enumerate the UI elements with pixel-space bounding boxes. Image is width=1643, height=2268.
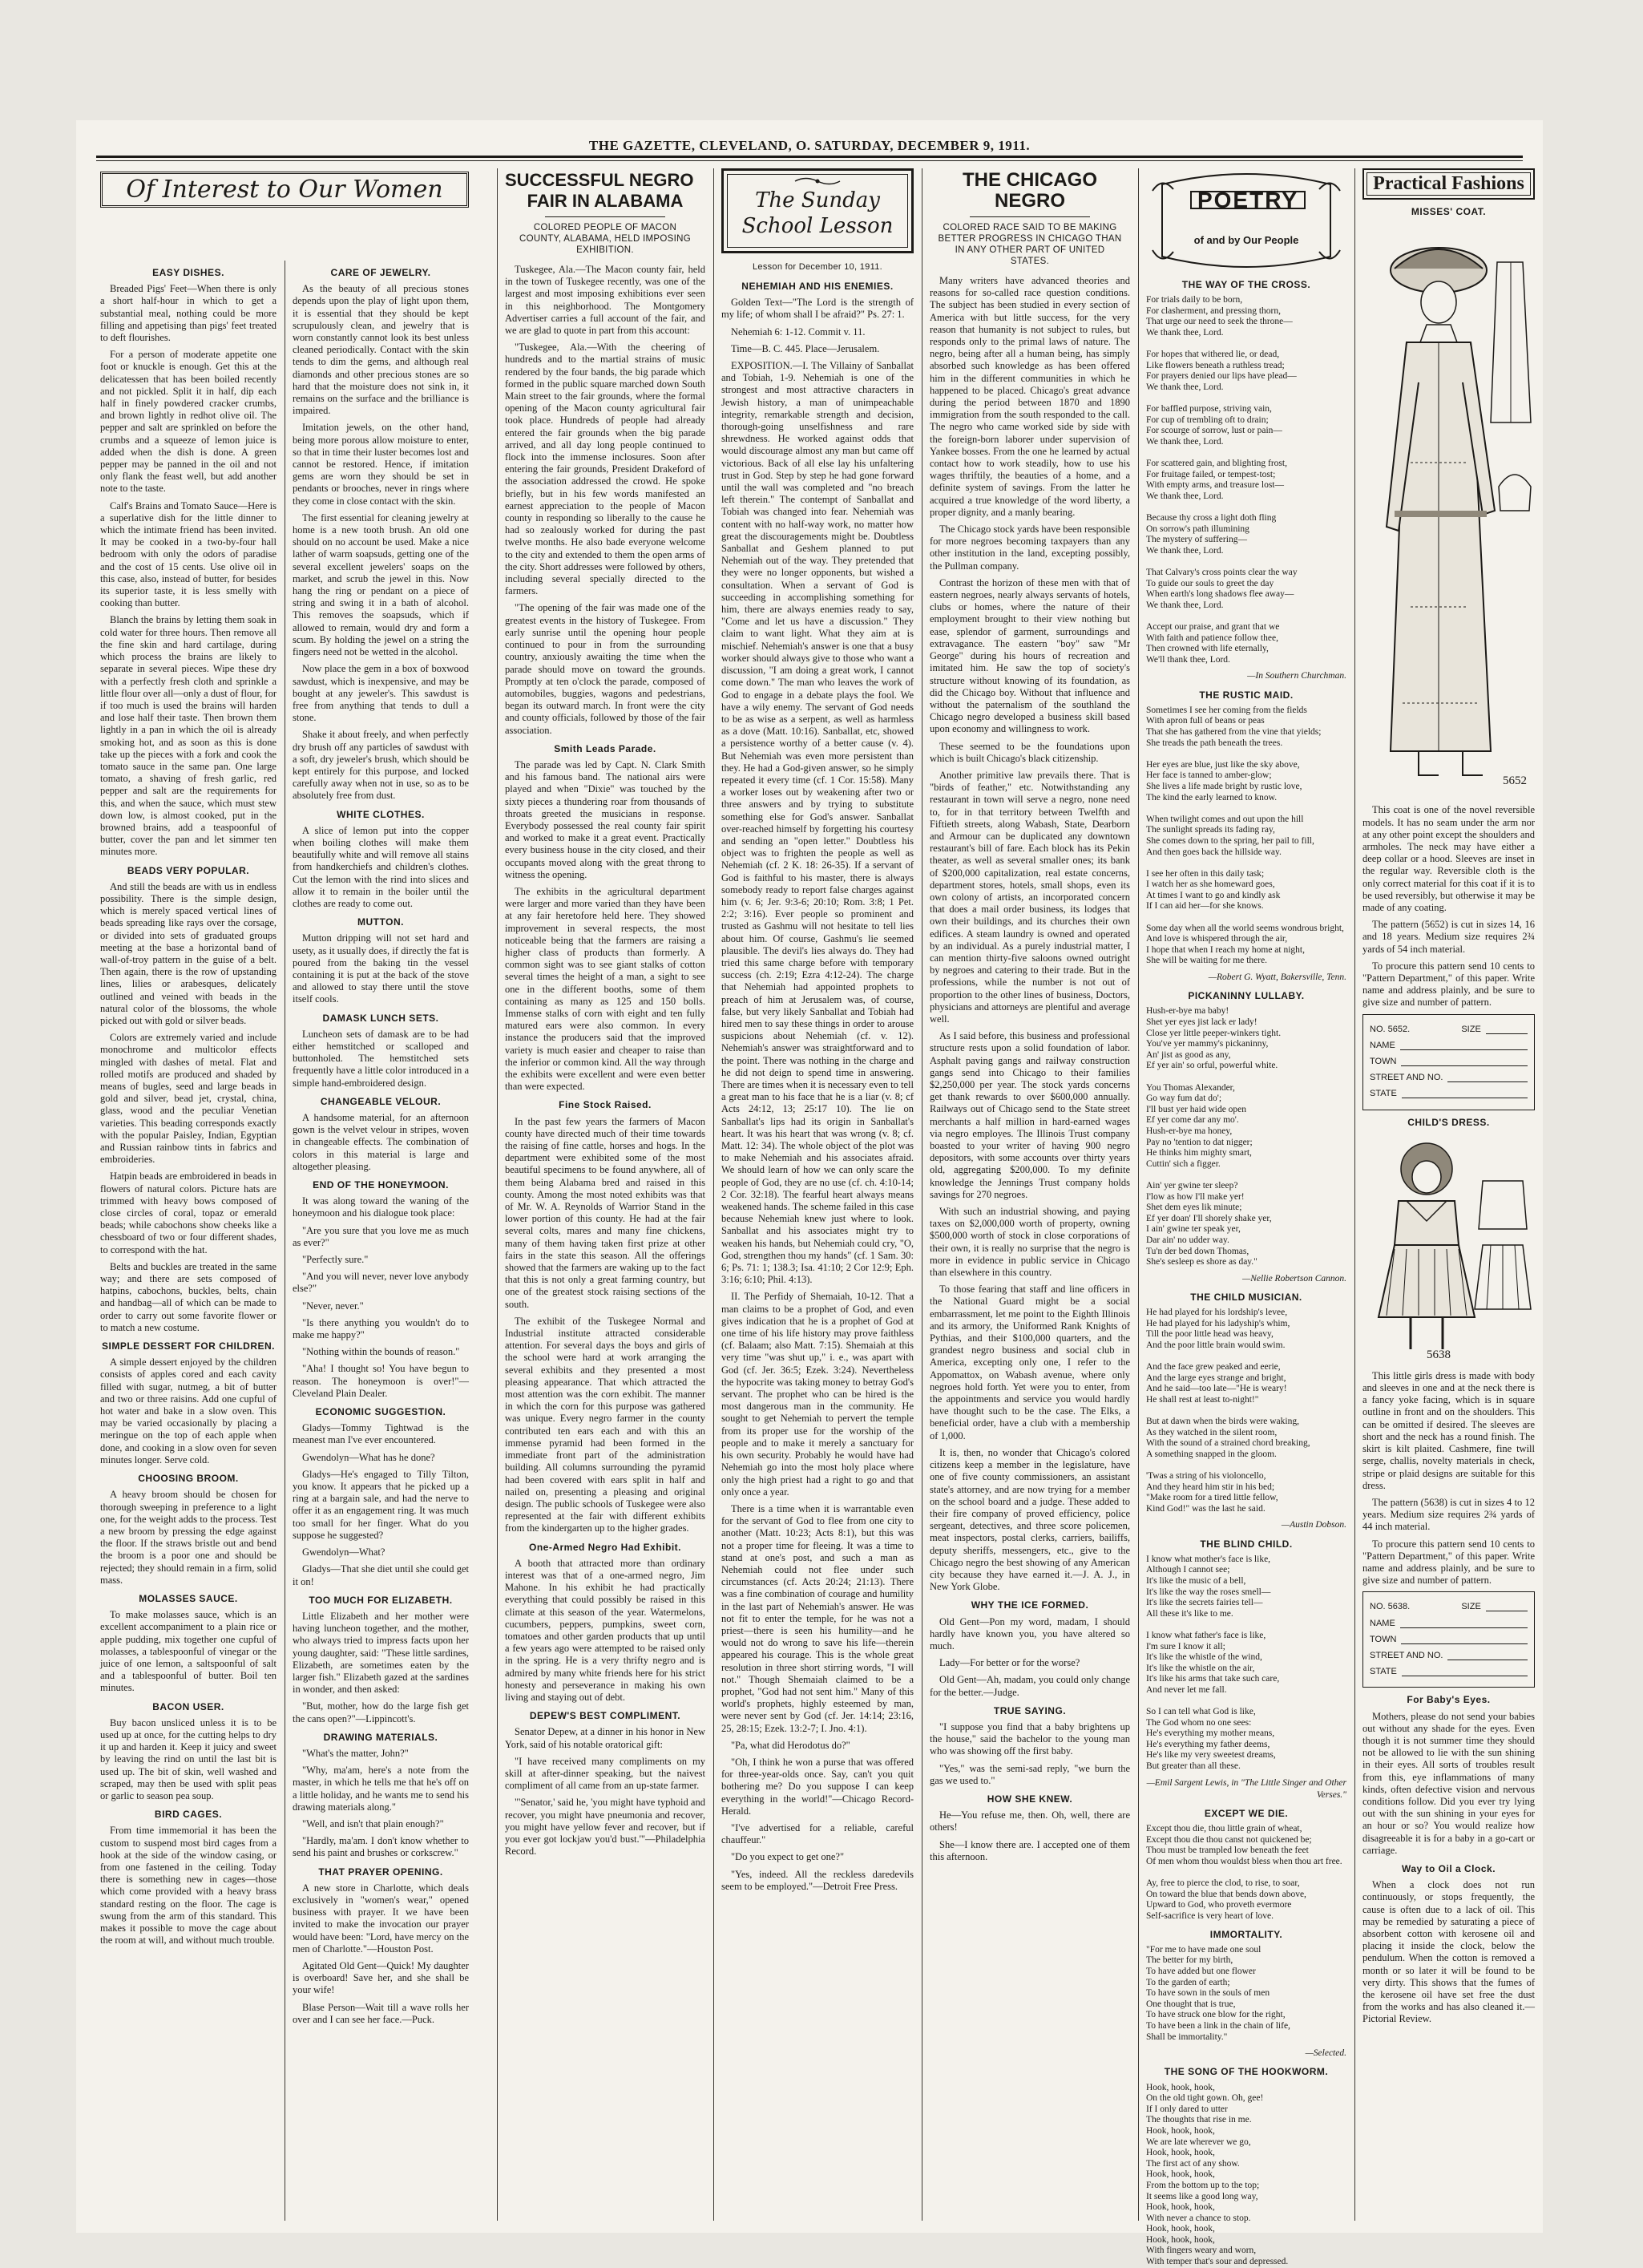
- paragraph: Mothers, please do not send your babies out without any shade for the eyes. Even though it is not summer time they should not be allowed to lie with the sun shining in their eyes. All sorts of troubles result from this, eye inflammations of many kinds, often defective vision and nervous conditions follow. Did you ever try lying out with the sun shining in your eyes for an hour or so? You would realize how disagreeable it is for a baby in a go-cart or carriage.: [1362, 1710, 1535, 1856]
- fair-article-body: [505, 264, 705, 1858]
- section-heading: BEADS VERY POPULAR.: [127, 864, 250, 876]
- paragraph: "'Senator,' said he, 'you might have typhoid and recover, you might have pneumonia and recover, you might have yellow fever and recover, but if you ever got lockjaw you'd bust.'"—Philadelphia Record.: [505, 1797, 705, 1858]
- paragraph: "I have received many compliments on my skill at after-dinner speaking, but the naivest compliment of all came from an up-state farmer.: [505, 1755, 705, 1792]
- paragraph: Blanch the brains by letting them soak in cold water for three hours. Then remove all the fine skin and hard cartilage, during which process the brains are likely to separate in several pieces. Wipe these dry with a perfectly fresh cloth and sprinkle a little flour over all—only a dust of flour, for if too much is used the brains will harden and lose half their taste. Then brown them lightly in a pan in which the oil is already smoking hot, and as soon as this is done take up the pieces with a fork and cook the tomato sauce in the same pan. One large tomato, a shaving of fresh garlic, red pepper and salt are the requirements for this, and when the sauce, which must stew down low, is almost cooked, put in the browned brains, add a teaspoonful of butter, cover the pan and let simmer ten minutes more.: [100, 614, 277, 858]
- paragraph: Lady—For better or for the worse?: [939, 1657, 1080, 1669]
- section-heading: BIRD CAGES.: [154, 1809, 223, 1821]
- paragraph: With such an industrial showing, and paying taxes on $2,000,000 worth of property, owning $500,000 worth of stock in close corporations of their own, it is really no surprise that the negro is more in evidence in public service in Chicago than elsewhere in this country.: [930, 1206, 1130, 1279]
- paragraph: Buy bacon unsliced unless it is to be used up at once, for the cutting helps to dry it up and harden it. Keep it juicy and sweet by leaving the rind on until the last bit is used up. The bit of skin, well washed and scraped, may then be used with split peas or garlic to season pea soup.: [100, 1716, 277, 1801]
- column-7: [1362, 168, 1535, 2221]
- paragraph: "But, mother, how do the large fish get the cans open?"—Lippincott's.: [293, 1700, 469, 1724]
- paragraph: "Hardly, ma'am. I don't know whether to send his paint and brushes or corkscrew.": [293, 1835, 469, 1859]
- section-subhead: One-Armed Negro Had Exhibit.: [528, 1541, 682, 1553]
- poem-attribution: —Nellie Robertson Cannon.: [1241, 1273, 1346, 1284]
- paragraph: "Yes, indeed. All the reckless daredevils seem to be employed."—Detroit Free Press.: [721, 1868, 914, 1892]
- poem-title: IMMORTALITY.: [1209, 1928, 1283, 1940]
- paragraph: Calf's Brains and Tomato Sauce—Here is a superlative dish for the little dinner to which the intimate friend has been invited. It may be cooked in a two-by-four hall bedroom with only the odors of paradise and the cost of 15 cents. Use olive oil in this case, also, instead of butter, for besides its superior taste, it is less smelly with cooking than butter.: [100, 499, 277, 609]
- column-divider: [1354, 168, 1355, 2221]
- paragraph: Little Elizabeth and her mother were having luncheon together, and the mother, who always tried to impress facts upon her young daughter, said: "These little sardines, Elizabeth, are sometimes eaten by the larger fish." Elizabeth gazed at the sardines in wonder, and then asked:: [293, 1610, 469, 1696]
- paragraph: And still the beads are with us in endless possibility. There is the simple design, which is merely spaced vertical lines of beads spreading like rays over the corsage, or divided into sets of graduated groups meeting at the base a horizontal band of wall-of-troy pattern in the guise of a belt. Then again, there is the row of upstanding lines, lilies or arabesques, delicately outlined and veined with beads in the natural color of the blossoms, the whole picked out with gold or silver beads.: [100, 880, 277, 1026]
- poem-attribution: —Robert G. Wyatt, Bakersville, Tenn.: [1208, 972, 1346, 983]
- dress-illustration: [1362, 1133, 1535, 1365]
- dress-heading: CHILD'S DRESS.: [1407, 1116, 1490, 1128]
- section-heading: TOO MUCH FOR ELIZABETH.: [309, 1594, 453, 1606]
- section-heading: TRUE SAYING.: [993, 1704, 1067, 1716]
- paragraph: Colors are extremely varied and include monochrome and multicolor effects mingled with dashes of metal. Flat and rolled motifs are produced and shaded by means of bugles, seed and large beads in gold and silver, bead jet, crystal, china, glass, wood and the peculiar Venetian varieties. This beading corresponds exactly with the popular Paisley, Indian, Egyptian and Russian rainbow tints in fabrics and embroideries.: [100, 1032, 277, 1166]
- section-subhead: Smith Leads Parade.: [554, 742, 656, 754]
- paragraph: Time—B. C. 445. Place—Jerusalem.: [731, 342, 880, 354]
- paragraph: There is a time when it is warrantable even for the servant of God to flee from one city to another (Matt. 10:23; Acts 8:1), but this was not a proper time for fleeing. It was a time to stand at one's post, and such a man as Nehemiah could not flee under such circumstances (cf. Acts 20:24; 21:13). There was a fine combination of courage and humility in the last part of Nehemiah's answer. He was not fit to enter the temple, for he was not a priest—there is seen his humility—and he would not do wrong to save his life—therein appeared his courage. This is the whole great resolution in three short stirring words, "I will not." Though Shemaiah claimed to be a prophet, "God had not sent him." Many of this world's prophets, highly esteemed by man, were never sent by God (cf. Jer. 14:14; 23:16, 25, 28:15; Ezek. 13:2-7; I. Jno. 4:1).: [721, 1502, 914, 1734]
- dress-description: [1362, 1370, 1535, 1587]
- poetry-body: [1146, 279, 1346, 2268]
- form-street-label: STREET AND NO.: [1370, 1650, 1443, 1660]
- paragraph: The first essential for cleaning jewelry at home is a new tooth brush. An old one should on no account be used. Make a nice lather of warm soapsuds, getting one of the several excellent jewelers' soaps on the market, and scrub the jewel in this. Now hang the ring or pendant on a piece of string and swing it in a bath of alcohol. This removes the soapsuds, which if allowed to remain, would dry and form a scum. By holding the jewel on a string the fingers need not be wetted in the alcohol.: [293, 511, 469, 658]
- section-heading: ECONOMIC SUGGESTION.: [315, 1406, 446, 1418]
- poem-text: For trials daily to be born, For clasherment, and pressing thorn, That urge our need to seek the throne— We thank thee, Lord. For hopes that withered lie, or dead, Like flowers beneath a ruthless tread; For prayers denied our lips have plead— We thank thee, Lord. For baffled purpose, striving vain, For cup of trembling oft to drain; For scourge of sorrow, lust or pain— We thank thee, Lord. For scattered gain, and blighting frost, For fruitage failed, or tempest-tost; With empty arms, and treasure lost— We thank thee, Lord. Because thy cross a light doth fling On sorrow's path illumining The mystery of suffering— We thank thee, Lord. That Calvary's cross points clear the way To guide our souls to greet the day When earth's long shadows flee away— We thank thee, Lord. Accept our praise, and grant that we With faith and patience follow thee, Then crowned with life eternally, We'll thank thee, Lord.: [1146, 295, 1298, 665]
- section-heading: MUTTON.: [357, 916, 404, 928]
- paragraph: A new store in Charlotte, which deals exclusively in "women's wear," opened business with prayer. It we have been invited to make the invocation our prayer would have been: "Lord, have mercy on the men of Charlotte."—Houston Post.: [293, 1882, 469, 1955]
- paragraph: Another primitive law prevails there. That is "birds of feather," etc. Notwithstanding any restaurant in town will serve a negro, none need to, for in that territory between Twelfth and Fiftieth streets, along Wabash, State, Dearborn and Armour can be duplicated any downtown restaurant's bill of fare. Each block has its Pekin theater, as well as several smaller ones; its bank of $200,000 capitalization, real estate concerns, department stores, hotels, small shops, even its own colony of artists, an incorporated concern that does a mail order business, its lodges that own their buildings, and its churches their own edifices. A steam laundry is owned and operated by an individual. As a purely industrial matter, I can mention thirty-five saloons owned outright by negroes and catering to their trade. But in the professions, while the number is not out of proportion to the other lines of business, Doctors, physicians and attorneys are plentiful and average well.: [930, 769, 1130, 1025]
- form-size-label: SIZE: [1461, 1024, 1481, 1034]
- fair-headline-2: FAIR IN ALABAMA: [527, 191, 684, 211]
- lesson-body: [721, 297, 914, 1893]
- paragraph: When a clock does not run continuously, or stops frequently, the cause is often due to a lack of oil. This may be remedied by saturating a piece of absorbent cotton with kerosene oil and placing it inside the clock, below the pendulum. When the cotton is removed a month or so later it will be found to be very dirty. This shows that the fumes of the kerosene oil have set free the dust from the works and has also cleaned it.—Pictorial Review.: [1362, 1879, 1535, 2025]
- paragraph: "Why, ma'am, here's a note from the master, in which he tells me that he's off on a little holiday, and he wants me to send his drawing materials along.": [293, 1765, 469, 1813]
- paragraph: He—You refuse me, then. Oh, well, there are others!: [930, 1809, 1130, 1833]
- coat-illustration: [1362, 222, 1535, 799]
- paragraph: Belts and buckles are treated in the same way; and there are sets composed of hatpins, cabochons, buckles, belts, chain and handbag—all of which can be made to order to carry out some favorite flower or to match a new costume.: [100, 1260, 277, 1333]
- section-heading: Way to Oil a Clock.: [1401, 1862, 1496, 1874]
- paragraph: Gwendolyn—What?: [302, 1546, 386, 1558]
- headline-rule: [970, 216, 1090, 217]
- paragraph: Nehemiah 6: 1-12. Commit v. 11.: [731, 325, 866, 338]
- paragraph: Contrast the horizon of these men with that of eastern negroes, nearly always servants of hotels, clubs or homes, where the nature of their employment brought to their view nothing but ease, splendor of garment, surroundings and extravagance. The eastern "boy" saw "Mr George" during his hours of recreation and imitated him. He saw the top of society's structure without knowing of its foundation, as did the Chicago boy. Without that influence and without the paternalism of the southland the Chicago negro developed a business skill based upon economy and willingness to work.: [930, 576, 1130, 735]
- column-3: [505, 168, 705, 2221]
- section-heading: WHY THE ICE FORMED.: [971, 1599, 1089, 1611]
- paragraph: To make molasses sauce, which is an excellent accompaniment to a plain rice or apple pudding, mix together one cupful of molasses, a tablespoonful of vinegar or the juice of one lemon, a saltspoonful of salt and a tablespoonful of butter. Boil ten minutes.: [100, 1609, 277, 1694]
- paragraph: Gladys—Tommy Tightwad is the meanest man I've ever encountered.: [293, 1422, 469, 1446]
- form-town-label: TOWN: [1370, 1057, 1397, 1067]
- poem-text: Except thou die, thou little grain of wheat, Except thou die thou canst not quickened be; Thou must be trampled low beneath the feet Of men whom thou wouldst bless when thou art free. Ay, free to pierce the clod, to rise, to soar, On toward the blue that bends down above, Upward to God, who proveth evermore Self-sacrifice is very heart of love.: [1146, 1824, 1342, 1922]
- paragraph: A slice of lemon put into the copper when boiling clothes will make them beautifully white and will remove all stains from handkerchiefs and children's clothes. Cut the lemon with the rind into slices and allow it to remain in the boiler until the clothes are ready to come out.: [293, 824, 469, 909]
- poem-text: Hush-er-bye ma baby! Shet yer eyes jist lack er lady! Close yer little peeper-winkers tight. You've yer mammy's pickaninny, An' jist as good as any, Ef yer ain' so orful, powerful white. You Thomas Alexander, Go way fum dat do'; I'll bust yer haid wide open Ef yer come dar any mo'. Hush-er-bye ma honey, Pay no 'tention to dat nigger; He thinks him mighty smart, Cuttin' sich a figger. Ain' yer gwine ter sleep? I'low as how I'll make yer! Shet dem eyes lik minute; Ef yer doan' I'll shorely shake yer, I ain' gwine ter speak yer, Dar ain' no udder way. Tu'n der bed down Thomas, She's sesleep es shore as day.": [1146, 1006, 1282, 1267]
- column-4: [721, 168, 914, 2221]
- fashions-header: Practical Fashions: [1366, 172, 1531, 196]
- section-heading: CHANGEABLE VELOUR.: [320, 1095, 442, 1107]
- coat-heading: MISSES' COAT.: [1411, 206, 1487, 218]
- paragraph: A booth that attracted more than ordinary interest was that of a one-armed negro, Jim Mahone. In his exhibit he had practically everything that could possibly be raised in this climate at this season of the year. Watermelons, cucumbers, peppers, pumpkins, sweet corn, tomatoes and other garden products that up until a few years ago were attempted to be raised only in the spring. He is a very thrifty negro and is admired by many white friends here for his strict honesty and perseverance in making his own living and staying out of debt.: [505, 1557, 705, 1703]
- poem-text: He had played for his lordship's levee, He had played for his ladyship's whim, Till the poor little head was heavy, And the poor little brain would swim. And the face grew peaked and eerie, And the large eyes strange and bright, And he said—too late—"He is weary! He shall rest at least to-night!" But at dawn when the birds were waking, As they watched in the silent room, With the sound of a strained chord breaking, A something snapped in the gloom. 'Twas a string of his violoncello, And they heard him stir in his bed; "Make room for a tired little fellow, Kind God!" was the last he said.: [1146, 1308, 1310, 1514]
- dress-pattern-number: 5638: [1427, 1348, 1451, 1361]
- poem-attribution: —In Southern Churchman.: [1247, 671, 1346, 681]
- form-town-label: TOWN: [1370, 1634, 1397, 1644]
- poem-text: I know what mother's face is like, Although I cannot see; It's like the music of a bell, It's like the way the roses smell— It's like the secrets fairies tell— All these it's like to me. I know what father's face is like, I'm sure I know it all; It's like the whistle of the wind, It's like the whistle on the air, It's like his arms that take such care, And never let me fall. So I can tell what God is like, The God whom no one sees: He's everything my mother means, He's everything my father deems, He's like my very sweetest dreams, But greater than all these.: [1146, 1554, 1280, 1772]
- paragraph: A heavy broom should be chosen for thorough sweeping in preference to a light one, for the weight adds to the process. Test a new broom by pressing the edge against the floor. If the straws bristle out and bend the broom is a poor one and should be rejected; they should remain in a firm, solid mass.: [100, 1489, 277, 1586]
- paragraph: "Nothing within the bounds of reason.": [302, 1346, 460, 1358]
- town-field[interactable]: [1401, 1634, 1528, 1644]
- sunday-school-header-box: [721, 168, 914, 253]
- paragraph: It is, then, no wonder that Chicago's colored citizens keep a member in the legislature, have one of five county commissioners, an assistant state's attorney, and are now trying for a member on the school board and a judge. These added to their fire company of proved efficiency, police sergeant, detectives, and three score policemen, meat inspectors, postal clerks, carriers, bailiffs, deputy sheriffs, messengers, etc., give to the Chicago negro the best showing of any American city because they have earned it.—J. A. J., in New York Globe.: [930, 1446, 1130, 1593]
- section-heading: CARE OF JEWELRY.: [330, 267, 431, 278]
- poem-text: Sometimes I see her coming from the fields With apron full of beans or peas That she has gathered from the vine that yields; She treads the path beneath the trees. Her eyes are blue, just like the sky above, Her face is tanned to amber-glow; She lives a life made bright by rustic love, The kind the early learned to know. When twilight comes and out upon the hill The sunlight spreads its fading ray, She comes down to the spring, her pail to fill, And then goes back the hillside way. I see her often in this daily task; I watch her as she homeward goes, At times I want to go and kindly ask If I can aid her—for she knows. Some day when all the world seems wondrous bright, And love is whispered through the air, I hope that when I reach my home at night, She will be waiting for me there.: [1146, 705, 1344, 966]
- paragraph: To procure this pattern send 10 cents to "Pattern Department," of this paper. Write name and address plainly, and be sure to give size and number of pattern.: [1362, 1538, 1535, 1587]
- paragraph: The parade was led by Capt. N. Clark Smith and his famous band. The national airs were played and when "Dixie" was touched by the sixty pieces a thundering roar from thousands of throats greeted the musicians in response. Everybody possessed the real county fair spirit and worked to make it a great event. Practically every business house in the city closed, and their occupants moved along with the great throng to witness the opening.: [505, 758, 705, 880]
- poem-title: EXCEPT WE DIE.: [1204, 1808, 1289, 1820]
- state-field[interactable]: [1402, 1088, 1528, 1098]
- paragraph: "What's the matter, John?": [302, 1747, 409, 1759]
- name-field[interactable]: [1400, 1040, 1528, 1050]
- column-divider: [713, 168, 714, 2221]
- column-1: [100, 261, 277, 2221]
- column-7-tail: [1362, 1694, 1535, 2025]
- column-5: [930, 168, 1130, 2221]
- section-heading: MOLASSES SAUCE.: [139, 1592, 238, 1604]
- paragraph: She—I know there are. I accepted one of them this afternoon.: [930, 1838, 1130, 1862]
- masthead-rule: [96, 156, 1523, 158]
- poetry-subtitle: of and by Our People: [1193, 234, 1299, 246]
- paragraph: The pattern (5638) is cut in sizes 4 to 12 years. Medium size requires 2¾ yards of 44 inch material.: [1362, 1496, 1535, 1533]
- masthead: THE GAZETTE, CLEVELAND, O. SATURDAY, DECEMBER 9, 1911.: [588, 138, 1031, 153]
- paragraph: The exhibits in the agricultural department were larger and more varied than they have been at any fair heretofore held here. They showed improvement in several respects, the most noticeable being that the farmers are raising a higher class of products than formerly. A common sight was to see giant stalks of cotton several times the height of a man, a sight to see one in the different booths, some of them containing as many as 125 and 150 bolls. Immense stalks of corn with eight and ten fully matured ears were also common. In every instance the producers said that the improved variety is much easier and cheaper to raise than the inferior or common kind. All the way through the exhibits were excellent and were even better than were expected.: [505, 885, 705, 1093]
- section-heading: SIMPLE DESSERT FOR CHILDREN.: [101, 1340, 275, 1352]
- paragraph: "Tuskegee, Ala.—With the cheering of hundreds and to the martial strains of music rendered by the four bands, the big parade which formed in the public square marched down South Main street to the fair grounds, where the formal opening of the Macon county agricultural fair took place. Hundreds of people had already entered the fair grounds when the big parade arrived, and all day long people continued to flock into the immense inclosures. Soon after entering the fair grounds, President Drakeford of the association addressed the crowd. He spoke briefly, but in his few words manifested an earnest appreciation to the people of Macon county in responding so liberally to the cause he had so zealously worked for during the past twelve months. He also bade everyone welcome to the city and extended to them the open arms of the city. Short addresses were followed by others, including several specially directed to the farmers.: [505, 342, 705, 597]
- fair-deck: COLORED PEOPLE OF MACON COUNTY, ALABAMA, HELD IMPOSING EXHIBITION.: [519, 223, 691, 255]
- size-field[interactable]: [1486, 1601, 1528, 1611]
- town-field[interactable]: [1401, 1056, 1528, 1066]
- paragraph: EXPOSITION.—I. The Villainy of Sanballat and Tobiah, 1-9. Nehemiah is one of the strongest and most attractive characters in Jewish history, a man of unimpeachable integrity, remarkable strength and decision, thorough-going unselfishness and rare shrewdness. He worked against odds that would discourage almost any man but came off victorious. Back of all else lay his unfaltering trust in God. Step by step he had gone forward until the wall was completed and "no breach left therein." The contempt of Sanballat and Tobiah was changed into fear. Nehemiah was content with no half-way work, no matter how great the discouragements might be. Doubtless Sanballat and Geshem planned to put Nehemiah out of the way. They pretended that they were no longer opponents, but wished a consultation. When a servant of God is succeeding in accomplishing something for him, there are always enemies ready to say, "Come and let us have a discussion." They claim to want light. What they aim at is mischief. Nehemiah's answer is one that a busy worker should always give to those who want a discussion, "I am doing a great work, I cannot come down." The man who leaves the work of God to engage in a debate plays the fool. We have a wily enemy. The servant of God needs to be as wise as a serpent, as well as harmless as a dove (Matt. 10:16). Sanballat, etc, showed a persistence worthy of a better cause (v. 4). But Nehemiah was even more persistent than they. He had a God-given answer, so he simply repeated it every time (cf. 1 Cor. 15:58). Many a worker loses out by weakening after two or three answers and by trying to substitute something else for God's answer. Sanballat over-reached himself by forgetting his courtesy and sending an "open letter." Doubtless his object was to frighten the people as well as Nehemiah (cf. 2 K. 18: 26-35). If a servant of God is faithful to his master, there is always somebody ready to report false charges against him (v. 6; Jer. 9:3-6; 20:10; Rom. 3:8; 1 Pet. 2:2; 3:16). Ever people so prominent and trusted as Gashmu will not hesitate to tell lies about him. Of course, Gashmu's lie seemed plausible. The devil's lies always do. They had tried this same charge before with temporary success (ch. 2:19; Ezra 4:12-24). The charge that Nehemiah had appointed prophets to preach of him at Jerusalem was, of course, false, but very likely Sanballat and Tobiah had hired men to say these things in order to arouse suspicions about Nehemiah (cf. v. 12). Nehemiah's answer was straightforward and to the point. There was nothing in the charge and he did not deign to spend time in answering. There are times when it is necessary even to tell a great man to his face that he is a liar (v. 8; cf Acts 24:12, 13; 25:17 10). The lie on Sanballat's lips had its origin in Sanballat's heart. It was his heart that was wrong (v. 8; cf. Matt. 12: 34). The whole object of the plot was to make Nehemiah and his associates afraid. We should learn of how we can only scare the people of God, they are no use (cf. ch. 4:10-14; 2 Cor. 32:18). The fearful heart always means weakened hands. The scheme failed in this case because Nehemiah knew just where to look. Sanballat and his associates might try to weaken his hands, but Nehemiah could cry, "O, God, strengthen thou my hands" (cf. 1 Sam. 30: 6; Ps. 71: 1; 138.3; Isa. 41:10; 2 Cor 12:9; Eph. 3:16; 6:10; Phil. 4:13).: [721, 360, 914, 1286]
- women-section-header: Of Interest to Our Women: [100, 172, 469, 208]
- section-heading: DRAWING MATERIALS.: [323, 1731, 438, 1743]
- paragraph: "And you will never, never love anybody else?": [293, 1271, 469, 1295]
- section-heading: WHITE CLOTHES.: [337, 808, 425, 820]
- paragraph: Gwendolyn—What has he done?: [302, 1451, 435, 1463]
- paragraph: The exhibit of the Tuskegee Normal and Industrial institute attracted considerable attention. For several days the boys and girls of the school were hard at work arranging the several exhibits and they presented a most pleasing appearance. That which attracted the most attention was the corn exhibit. The manner in which the corn for this purpose was gathered was unique. Every negro farmer in the county contributed ten ears each and with this an immense pyramid had been formed in the immediate front part of the administration building. All columns surrounding the pyramid had been covered with ears split in half and nailed on, presenting a pleasing and original design. The public schools of Tuskegee were also represented at the fair with different exhibits from the kindergarten up to the higher grades.: [505, 1315, 705, 1534]
- paragraph: A simple dessert enjoyed by the children consists of apples cored and each cavity filled with sugar, nutmeg, a bit of butter and two or three raisins. Add one cupful of hot water and bake in a slow oven. This may be varied occasionally by placing a meringue on the top of each apple when done, and cooking in a slow oven for seven minutes longer. Serve cold.: [100, 1356, 277, 1466]
- name-field[interactable]: [1400, 1618, 1528, 1628]
- paragraph: As I said before, this business and professional structure rests upon a solid foundation of labor. Asphalt paving gangs and railway construction gangs send into Chicago to their families $2,250,000 per year. The stock yards concerns get thank rewards to over $600,000 annually. Railways out of Chicago send to the State street merchants a half million in hard-earned wages via negro employes. The Illinois Trust company boasted to your writer of having 900 negro depositors, with some accounts over thirty years old, aggregating $200,000. To my definite knowledge the Jennings Trust company holds savings for 270 negroes.: [930, 1030, 1130, 1200]
- girl-in-dress-illustration: [1362, 1133, 1535, 1365]
- paragraph: "I suppose you find that a baby brightens up the house," said the bachelor to the young man who was showing off the first baby.: [930, 1720, 1130, 1757]
- coat-description: [1362, 804, 1535, 1009]
- paragraph: "Is there anything you wouldn't do to make me happy?": [293, 1316, 469, 1341]
- paragraph: Now place the gem in a box of boxwood sawdust, which is inexpensive, and may be bought at any jeweler's. This sawdust is free from anything that tends to dull a stone.: [293, 663, 469, 724]
- headline-rule: [545, 216, 665, 217]
- poem-text: "For me to have made one soul The better for my birth, To have added but one flower To the garden of earth; To have sown in the souls of men One thought that is true, To have struck one blow for the right, To have been a link in the chain of life, Shall be immortality.": [1146, 1944, 1290, 2042]
- poem-title: THE SONG OF THE HOOKWORM.: [1164, 2066, 1329, 2078]
- woman-in-coat-illustration: [1362, 222, 1535, 799]
- coat-pattern-number: 5652: [1503, 774, 1527, 788]
- section-heading: DAMASK LUNCH SETS.: [322, 1012, 439, 1024]
- paragraph: Tuskegee, Ala.—The Macon county fair, held in the town of Tuskegee recently, was one of the largest and most imposing exhibitions ever seen in this neighborhood. The Montgomery Advertiser carries a full account of the fair, and we are glad to quote in part from this account:: [505, 264, 705, 337]
- dress-order-form: [1362, 1591, 1535, 1688]
- paragraph: Luncheon sets of damask are to be had either hemstitched or scalloped and buttonholed. The hemstitched sets frequently have a little color introduced in a simple hand-embroidered design.: [293, 1028, 469, 1089]
- chicago-article-body: [930, 275, 1130, 1863]
- poetry-header: [1146, 168, 1346, 273]
- section-heading: BACON USER.: [152, 1700, 224, 1712]
- section-heading: END OF THE HONEYMOON.: [313, 1179, 449, 1191]
- section-heading: CHOOSING BROOM.: [138, 1473, 239, 1485]
- paragraph: As the beauty of all precious stones depends upon the play of light upon them, it is essential that they should be kept scrupulously clean, and jewelry that is worn constantly cannot look its best unless cleaned periodically. Contact with the skin tends to dim the gems, and although real diamonds and other precious stones are so hard that the moisture does not sink in, it remains on the surface and the brilliance is impaired.: [293, 283, 469, 417]
- paragraph: Many writers have advanced theories and reasons for so-called race question conditions. The subject has been studied in every section of America with but little success, for the very reason that humanity is not subject to rules, but responds only to the primal laws of nature. The negro, being after all a human being, has simply absorbed such knowledge as has been offered him in the different communities in which he happened to be placed. Chicago's great advance during the period between 1870 and 1890 immigration from the south responded to the call. The negro who came worked side by side with the foreign-born laborer under supervision of Yankee bosses. From the one he learned by actual contact how to work steadily, how to use his wages thriftily, the beauties of a home, and a definite system of savings. From the latter he acquired a true knowledge of the word liberty, a proper dignity, and a manly bearing.: [930, 275, 1130, 518]
- paragraph: II. The Perfidy of Shemaiah, 10-12. That a man claims to be a prophet of God, and even gives indication that he is a prophet of God at one time of his life history may prove faithless (cf. Balaam; also Matt. 7:15). Shemaiah at this very time "was shut up," i. e., was apart with God (cf. Jer. 36:5; Ezek. 3:24). Nevertheless the hypocrite was taking money to betray God's servant. The prophet who can be hired is the most dangerous man in the community. He sought to get Nehemiah to pervert the temple from its proper use for the worship of the people and to make it merely a sanctuary for his own security. Probably he would have had Nehemiah go into the most holy place where only the high priest had a right to go and that only once a year.: [721, 1291, 914, 1498]
- street-field[interactable]: [1447, 1650, 1528, 1660]
- paragraph: "Pa, what did Herodotus do?": [731, 1739, 850, 1751]
- form-street-label: STREET AND NO.: [1370, 1073, 1443, 1083]
- paragraph: From time immemorial it has been the custom to suspend most bird cages from a hook at the side of the window casing, or from one fastened in the ceiling. Today there is something new in cages—those which come provided with a heavy brass standard resting on the floor. The cage is swung from the arm of this standard. This makes it possible to move the cage about the room at will, and without much trouble.: [100, 1825, 277, 1947]
- paragraph: "The opening of the fair was made one of the greatest events in the history of Tuskegee. From early sunrise until the opening hour people continued to pour in from the surrounding country, anxiously awaiting the time when the parade should move on toward the grounds. Promptly at ten o'clock the parade, composed of automobiles, buggies, wagons and pedestrians, began its outward march. In front were the city and county officials, followed by those of the fair association.: [505, 602, 705, 736]
- paragraph: To those fearing that staff and line officers in the National Guard might be a social embarrassment, let me point to the Eighth Illinois and its armory, the Uniformed Rank Knights of Pythias, and their $100,000 quarters, and the grandest negro business and social club in America, excepting only one, I refer to the Appomattox, on Wabash avenue, where only negroes hold forth. Yet were you to enter, from the appointments and service you would hardly have thought such to be the case. The Elks, a beneficial order, have a club with a membership of 1,000.: [930, 1284, 1130, 1441]
- poem-title: PICKANINNY LULLABY.: [1188, 990, 1305, 1002]
- section-subhead: DEPEW'S BEST COMPLIMENT.: [529, 1710, 681, 1722]
- scroll-frame-icon: [1146, 168, 1346, 273]
- paragraph: To procure this pattern send 10 cents to "Pattern Department," of this paper. Write name and address plainly, and be sure to give size and number of pattern.: [1362, 960, 1535, 1009]
- state-field[interactable]: [1402, 1666, 1528, 1676]
- coat-order-form: [1362, 1014, 1535, 1110]
- lesson-heading: NEHEMIAH AND HIS ENEMIES.: [741, 281, 894, 292]
- paragraph: "Perfectly sure.": [302, 1254, 369, 1266]
- poem-attribution: —Selected.: [1305, 2048, 1346, 2059]
- section-heading: THAT PRAYER OPENING.: [318, 1866, 443, 1878]
- paragraph: Gladys—He's engaged to Tilly Tilton, you know. It appears that he picked up a ring at a bargain sale, and had the nerve to offer it as an engagement ring. It was much too small for her finger. What do you suppose he suggested?: [293, 1468, 469, 1541]
- column-6: [1146, 168, 1346, 2267]
- poem-title: THE RUSTIC MAID.: [1199, 689, 1294, 701]
- fair-headline-1: SUCCESSFUL NEGRO: [505, 170, 694, 190]
- masthead-rule-thin: [96, 160, 1523, 161]
- poem-title: THE WAY OF THE CROSS.: [1181, 279, 1311, 290]
- form-name-label: NAME: [1370, 1040, 1395, 1050]
- section-subhead: Fine Stock Raised.: [559, 1099, 652, 1111]
- paragraph: These seemed to be the foundations upon which is built Chicago's black citizenship.: [930, 740, 1130, 764]
- paragraph: Blase Person—Wait till a wave rolls her over and I can see her face.—Puck.: [293, 2001, 469, 2025]
- paragraph: Old Gent—Ah, madam, you could only change for the better.—Judge.: [930, 1674, 1130, 1698]
- chicago-deck: COLORED RACE SAID TO BE MAKING BETTER PROGRESS IN CHICAGO THAN IN ANY OTHER PART OF UNITED STATES.: [938, 223, 1122, 266]
- paragraph: Senator Depew, at a dinner in his honor in New York, said of his notable oratorical gift:: [505, 1726, 705, 1750]
- paragraph: "Never, never.": [302, 1300, 364, 1312]
- poem-title: THE BLIND CHILD.: [1200, 1538, 1293, 1550]
- paragraph: "I've advertised for a reliable, careful chauffeur.": [721, 1821, 914, 1846]
- column-2: [293, 261, 469, 2221]
- paragraph: This little girls dress is made with body and sleeves in one and at the neck there is a fancy yoke facing, which is in square outline in front and on the shoulders. This can be omitted if desired. The sleeves are short and the neck has a round finish. The skirt is kilt plaited. Cashmere, fine twill serge, challis, novelty materials in check, stripe or plaid designs are suitable for this dress.: [1362, 1369, 1535, 1491]
- column-divider: [497, 168, 498, 2221]
- paragraph: "Aha! I thought so! You have begun to reason. The honeymoon is over!"—Cleveland Plain Dealer.: [293, 1363, 469, 1399]
- paragraph: "Yes," was the semi-sad reply, "we burn the gas we used to.": [930, 1762, 1130, 1786]
- sunday-school-header-line1: The Sunday: [755, 188, 880, 212]
- paragraph: Hatpin beads are embroidered in beads in flowers of natural colors. Picture hats are trimmed with heavy bows composed of close circles of coral, topaz or emerald beads; while cabochons show cheeks like a chessboard of two or four different shades, to correspond with the hat.: [100, 1170, 277, 1255]
- ornament-icon: [793, 176, 842, 187]
- paragraph: For a person of moderate appetite one foot or knuckle is enough. Get this at the delicatessen that has been boiled recently and not pickled. Split it in half, dip each half in finely powdered cracker crumbs, and brown lightly in redhot olive oil. The pepper and salt are sprinkled on before the crumbs and a squeeze of lemon juice is added when the dish is done. A green pepper may be panned in the oil and not only flank the feast well, but add another note to the taste.: [100, 349, 277, 495]
- paragraph: In the past few years the farmers of Macon county have directed much of their time towards the raising of fine cattle, horses and hogs. In the department were exhibited some of the most beautiful specimens to be found anywhere, all of them being Alabama bred and raised in this county. Among the most noted exhibits was that of Mr. W. A. Reynolds of Warrior Stand in the lower portion of this county. He had at the fair several colts, mares and many fine chickens, many of them having taken first prize at other fairs in the state this season. All the offerings showed that the farmers are waking up to the fact that this is not only a great farming country, but one of the greatest stock raising sections of the south.: [505, 1115, 705, 1310]
- paragraph: "Oh, I think he won a purse that was offered for three-year-olds once. Say, can't you quit bothering me? Do you suppose I can keep everything in the world!"—Chicago Record-Herald.: [721, 1756, 914, 1817]
- paragraph: "Do you expect to get one?": [731, 1851, 845, 1863]
- paragraph: Breaded Pigs' Feet—When there is only a short half-hour in which to get a substantial meal, nothing could be more filling and appetising than pigs' feet treated to deft flourishes.: [100, 283, 277, 344]
- fashions-header-box: [1362, 168, 1535, 200]
- lesson-date: Lesson for December 10, 1911.: [753, 262, 882, 272]
- form-name-label: NAME: [1370, 1618, 1395, 1628]
- women-header-wrap: [100, 168, 469, 257]
- sunday-school-header-line2: School Lesson: [741, 214, 894, 238]
- paragraph: The Chicago stock yards have been responsible for more negroes becoming taxpayers than any other institution in the land, excepting possibly, the Pullman company.: [930, 524, 1130, 572]
- chicago-headline: THE CHICAGO NEGRO: [963, 169, 1097, 212]
- section-heading: For Baby's Eyes.: [1407, 1694, 1491, 1706]
- form-no-label: NO. 5652.: [1370, 1024, 1411, 1034]
- size-field[interactable]: [1486, 1024, 1528, 1034]
- paragraph: It was along toward the waning of the honeymoon and his dialogue took place:: [293, 1195, 469, 1219]
- newspaper-page: [76, 120, 1543, 2267]
- column-divider: [1138, 168, 1139, 2221]
- form-state-label: STATE: [1370, 1667, 1397, 1677]
- paragraph: Imitation jewels, on the other hand, being more porous allow moisture to enter, so that in time their luster becomes lost and cannot be restored. Hence, if imitation gems are worn they should be set in pendants or brooches, never in rings where they come in close contact with the skin.: [293, 422, 469, 507]
- poem-attribution: —Austin Dobson.: [1281, 1520, 1346, 1530]
- paragraph: Gladys—That she diet until she could get it on!: [293, 1563, 469, 1587]
- poem-title: THE CHILD MUSICIAN.: [1190, 1291, 1302, 1303]
- poetry-title: POETRY: [1190, 191, 1306, 209]
- poem-text: Hook, hook, hook, On the old tight gown. Oh, gee! If I only dared to utter The thoughts that rise in me. Hook, hook, hook, We are late wherever we go, Hook, hook, hook, The first act of any show. Hook, hook, hook, From the bottom up to the top; It seems like a good long way, Hook, hook, hook, With never a chance to stop. Hook, hook, hook, Hook, hook, hook, With fingers weary and worn, With temper that's sour and depressed.: [1146, 2082, 1289, 2267]
- paragraph: The pattern (5652) is cut in sizes 14, 16 and 18 years. Medium size requires 2¾ yards of 54 inch material.: [1362, 919, 1535, 955]
- paragraph: Mutton dripping will not set hard and usety, as it usually does, if directly the fat is poured from the baking tin the vessel containing it is put at the back of the stove and allowed to stay there until the stove itself cools.: [293, 932, 469, 1005]
- paragraph: Golden Text—"The Lord is the strength of my life; of whom shall I be afraid?" Ps. 27: 1.: [721, 297, 914, 321]
- form-state-label: STATE: [1370, 1089, 1397, 1099]
- street-field[interactable]: [1447, 1072, 1528, 1082]
- paragraph: A handsome material, for an afternoon gown is the velvet velour in stripes, woven in changeable effects. The combination of colors in this material is large and altogether pleasing.: [293, 1112, 469, 1172]
- paragraph: Shake it about freely, and when perfectly dry brush off any particles of sawdust with a soft, dry jeweler's brush, which should be kept entirely for this purpose, and locked carefully away when not in use, so as to be absolutely free from dust.: [293, 729, 469, 802]
- paragraph: Agitated Old Gent—Quick! My daughter is overboard! Save her, and she shall be your wife!: [293, 1959, 469, 1996]
- paragraph: Old Gent—Pon my word, madam, I should hardly have known you, you have altered so much.: [930, 1615, 1130, 1651]
- paragraph: "Are you sure that you love me as much as ever?": [293, 1224, 469, 1248]
- section-heading: HOW SHE KNEW.: [987, 1793, 1073, 1805]
- paragraph: "Well, and isn't that plain enough?": [302, 1817, 444, 1829]
- form-size-label: SIZE: [1461, 1602, 1481, 1612]
- paragraph: This coat is one of the novel reversible models. It has no seam under the arm nor at any other point except the shoulders and armholes. The neck may have either a deep collar or a hood. Sleeves are inset in the regular way. Reversible cloth is the only correct material for this coat if it is to be used reversibly, but otherwise it may be made of any coating.: [1362, 804, 1535, 914]
- poem-attribution: —Emil Sargent Lewis, in "The Little Singer and Other Verses.": [1146, 1777, 1346, 1800]
- section-heading: EASY DISHES.: [152, 267, 224, 278]
- form-no-label: NO. 5638.: [1370, 1602, 1411, 1612]
